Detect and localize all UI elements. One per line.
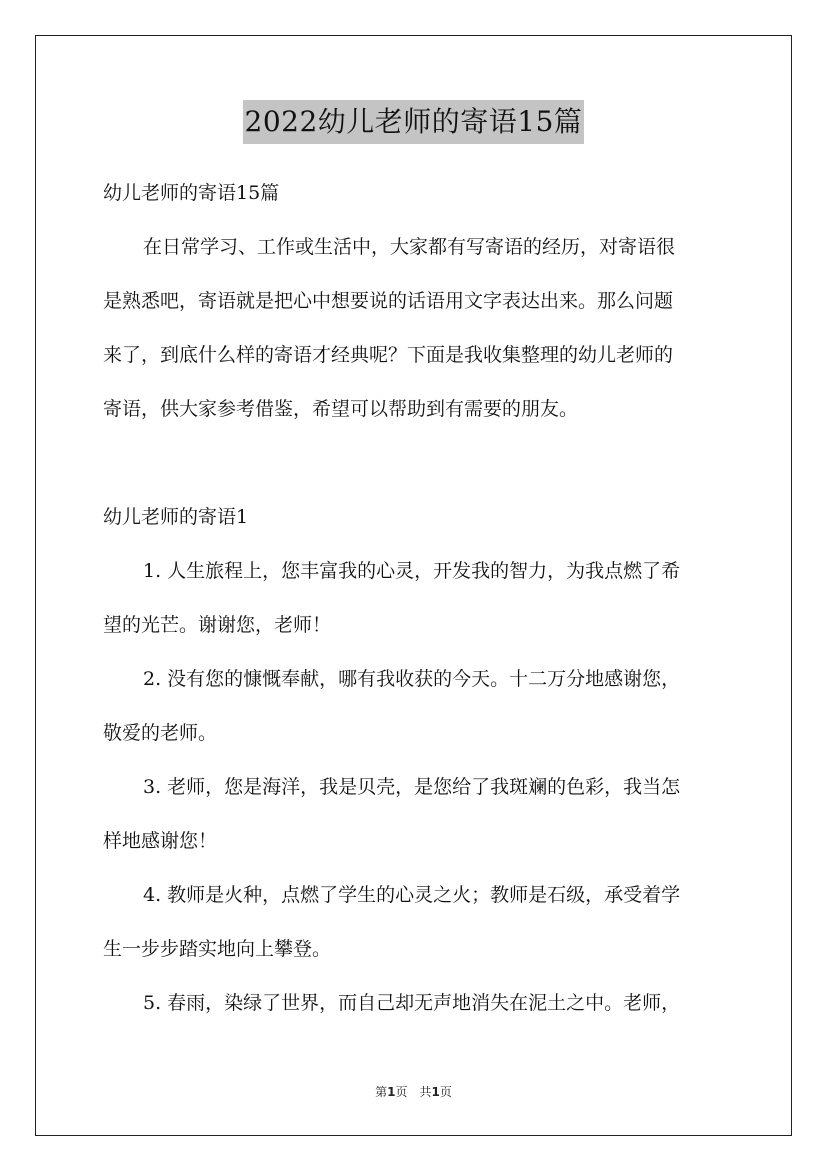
intro-line-1: 在日常学习、工作或生活中，大家都有写寄语的经历，对寄语很 [143,236,676,258]
item-3-line-2: 样地感谢您！ [103,830,218,852]
footer-page-label-mid: 页 [395,1085,408,1099]
document-title: 2022幼儿老师的寄语15篇 [243,100,585,144]
footer-page-total: 1 [431,1085,440,1099]
item-4-line-1: 4. 教师是火种，点燃了学生的心灵之火；教师是石级，承受着学 [143,884,681,906]
footer-page-current: 1 [387,1085,396,1099]
footer-total-label-pre: 共 [419,1085,432,1099]
footer-total-label-post: 页 [439,1085,452,1099]
page-footer [0,1083,827,1100]
item-1-line-2: 望的光芒。谢谢您，老师！ [103,614,332,636]
item-3-line-1: 3. 老师，您是海洋，我是贝壳，是您给了我斑斓的色彩，我当怎 [143,776,681,798]
item-4-line-2: 生一步步踏实地向上攀登。 [103,938,332,960]
item-5-line-1: 5. 春雨，染绿了世界，而自己却无声地消失在泥土之中。老师， [143,992,681,1014]
document-subtitle: 幼儿老师的寄语15篇 [103,182,280,204]
section-heading: 幼儿老师的寄语1 [103,506,249,528]
intro-line-4: 寄语，供大家参考借鉴，希望可以帮助到有需要的朋友。 [103,398,579,420]
intro-line-2: 是熟悉吧，寄语就是把心中想要说的话语用文字表达出来。那么问题 [103,290,674,312]
item-2-line-1: 2. 没有您的慷慨奉献，哪有我收获的今天。十二万分地感谢您， [143,668,681,690]
footer-page-label-pre: 第 [375,1085,388,1099]
title-wrap [0,100,827,144]
intro-line-3: 来了，到底什么样的寄语才经典呢？下面是我收集整理的幼儿老师的 [103,344,674,366]
item-2-line-2: 敬爱的老师。 [103,722,218,744]
item-1-line-1: 1. 人生旅程上，您丰富我的心灵，开发我的智力，为我点燃了希 [143,560,681,582]
